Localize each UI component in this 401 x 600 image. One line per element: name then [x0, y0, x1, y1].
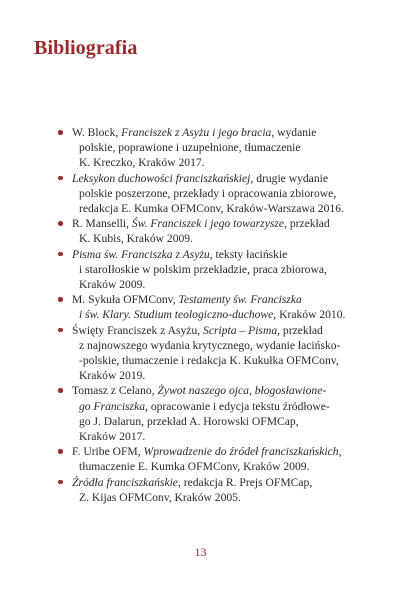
- entry-text: z najnowszego wydania krytycznego, wydanie łacińsko-: [79, 338, 341, 352]
- bibliography-entry: [0, 475, 401, 505]
- bullet-icon: [58, 176, 63, 181]
- entry-text: Święty Franciszek z Asyżu,: [72, 323, 204, 337]
- italic-title-text: i św. Klary. Studium teologiczno-duchowe: [79, 308, 274, 322]
- entry-text: polskie poszerzone, przekłady i opracowania zbiorowe,: [79, 186, 337, 200]
- italic-title-text: Leksykon duchowości franciszkańskiej: [72, 171, 251, 185]
- entry-text: Kraków 2019.: [79, 369, 146, 383]
- entry-line: [72, 231, 393, 246]
- bibliography-entry: [0, 383, 401, 444]
- entry-text: Tomasz z Celano,: [72, 384, 158, 398]
- entry-line: [72, 247, 393, 262]
- entry-text: , drugie wydanie: [250, 171, 328, 185]
- entry-line: [72, 277, 393, 292]
- entry-text: Z. Kijas OFMConv, Kraków 2005.: [79, 490, 241, 504]
- entry-text: , przekład: [277, 323, 323, 337]
- bullet-icon: [58, 130, 63, 135]
- entry-text: F. Uribe OFM,: [72, 445, 144, 459]
- entry-line: [72, 125, 393, 140]
- entry-line: [72, 155, 393, 170]
- page-title: Bibliografia: [34, 37, 138, 59]
- entry-text: K. Kreczko, Kraków 2017.: [79, 156, 205, 170]
- entry-line: [72, 171, 393, 186]
- entry-line: [72, 353, 393, 368]
- entry-line: [72, 338, 393, 353]
- entry-text: Kraków 2017.: [79, 430, 146, 444]
- entry-text: redakcja E. Kumka OFMConv, Kraków-Warszawa 2016.: [79, 202, 344, 216]
- entry-text: i staroIłoskie w polskim przekładzie, praca zbiorowa,: [79, 262, 327, 276]
- entry-line: [72, 186, 393, 201]
- entry-line: [72, 429, 393, 444]
- entry-line: [72, 399, 393, 414]
- bibliography-list: [0, 125, 401, 505]
- entry-line: [72, 201, 393, 216]
- entry-line: [72, 459, 393, 474]
- italic-title-text: Franciszek z Asyżu i jego bracia: [121, 126, 272, 139]
- entry-text: Kraków 2009.: [79, 278, 146, 292]
- bibliography-entry: [0, 292, 401, 322]
- entry-text: -polskie, tłumaczenie i redakcja K. Kukułka OFMConv,: [79, 354, 339, 368]
- bullet-icon: [58, 449, 63, 454]
- entry-text: go J. Dalarun, przekład A. Horowski OFMCap,: [79, 414, 299, 428]
- entry-line: [72, 490, 393, 505]
- italic-title-text: Scripta – Pisma: [203, 323, 278, 337]
- entry-text: , przekład: [284, 217, 330, 231]
- entry-text: polskie, poprawione i uzupełnione, tłumaczenie: [79, 141, 301, 155]
- entry-text: K. Kubis, Kraków 2009.: [79, 232, 193, 246]
- entry-line: [72, 383, 393, 398]
- entry-text: , Kraków 2010.: [273, 308, 346, 322]
- bibliography-entry: [0, 247, 401, 293]
- entry-line: [72, 307, 393, 322]
- bibliography-entry: [0, 171, 401, 217]
- entry-line: [72, 216, 393, 231]
- entry-text: W. Block,: [72, 126, 122, 139]
- entry-line: [72, 414, 393, 429]
- entry-text: , teksty łacińskie: [209, 247, 288, 261]
- bullet-icon: [58, 480, 63, 485]
- entry-line: [72, 475, 393, 490]
- italic-title-text: Źródła franciszkańskie: [72, 475, 178, 489]
- bullet-icon: [58, 252, 63, 257]
- bibliography-entry: [0, 125, 401, 171]
- entry-text: , wydanie: [271, 126, 317, 139]
- bibliography-entry: [0, 216, 401, 246]
- bullet-icon: [58, 221, 63, 226]
- entry-line: [72, 140, 393, 155]
- italic-title-text: go Franciszka: [79, 399, 146, 413]
- italic-title-text: Żywot naszego ojca, błogosławione-: [157, 384, 327, 398]
- italic-title-text: Wprowadzenie do źródeł franciszkańskich: [143, 445, 339, 459]
- page-number: 13: [194, 545, 207, 559]
- bibliography-entry: [0, 323, 401, 384]
- bibliography-entry: [0, 444, 401, 474]
- italic-title-text: Św. Franciszek i jego towarzysze: [131, 217, 285, 231]
- italic-title-text: Testamenty św. Franciszka: [178, 293, 302, 307]
- entry-text: tłumaczenie E. Kumka OFMConv, Kraków 2009.: [79, 460, 310, 474]
- entry-line: [72, 323, 393, 338]
- entry-text: M. Sykuła OFMConv,: [72, 293, 179, 307]
- entry-line: [72, 444, 393, 459]
- entry-line: [72, 292, 393, 307]
- bullet-icon: [58, 297, 63, 302]
- entry-text: R. Manselli,: [72, 217, 132, 231]
- entry-text: , opracowanie i edycja tekstu źródłowe-: [145, 399, 330, 413]
- entry-line: [72, 368, 393, 383]
- entry-line: [72, 262, 393, 277]
- entry-text: , redakcja R. Prejs OFMCap,: [177, 475, 313, 489]
- bullet-icon: [58, 388, 63, 393]
- bullet-icon: [58, 328, 63, 333]
- italic-title-text: Pisma św. Franciszka z Asyżu: [72, 247, 210, 261]
- entry-text: ,: [338, 445, 342, 459]
